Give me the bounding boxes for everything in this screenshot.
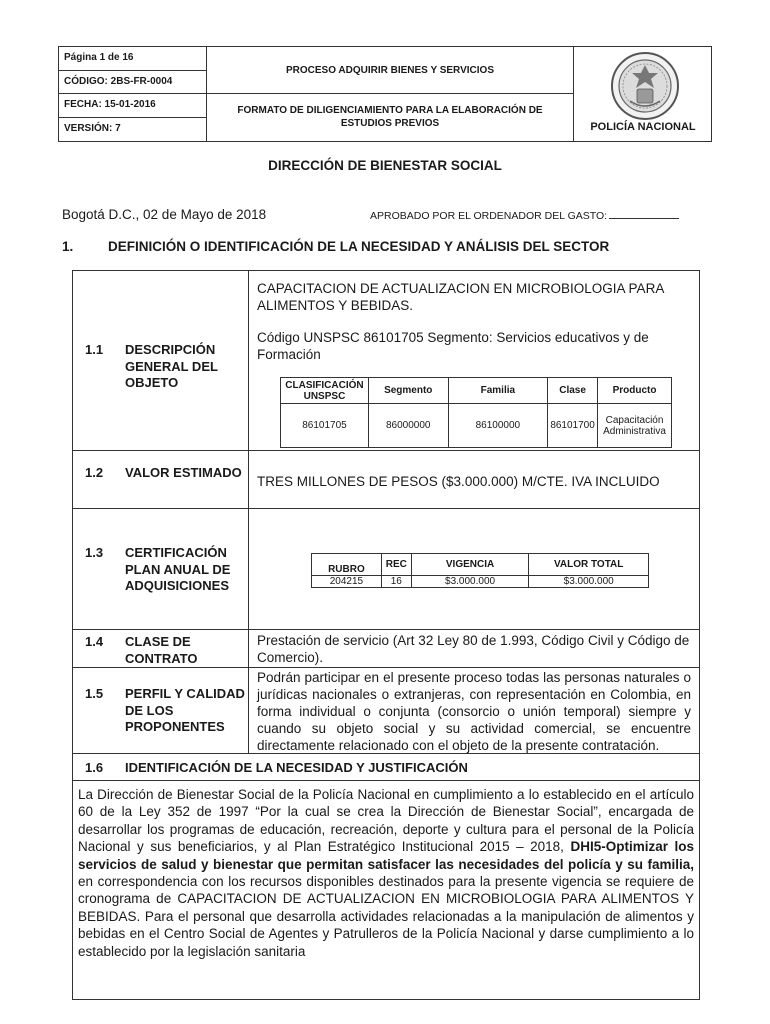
- document-code: CÓDIGO: 2BS-FR-0004: [59, 71, 206, 95]
- direction-title: DIRECCIÓN DE BIENESTAR SOCIAL: [268, 158, 502, 173]
- acquisition-plan-table: [311, 553, 649, 588]
- justification-part-b: en correspondencia con los recursos disponibles destinados para la presente vigencia se requiere de cronograma de CAPACITACION DE ACTUALIZACION EN MICROBIOLOGIA PARA ALIMENTOS Y BEBIDAS. Para el personal que desarrolla actividades relacionadas a la manipulación de alimentos y bebidas en el Centro Social de Agentes y Patrulleros de la Policía Nacional y darse cumplimiento a lo establecido por la legislación sanitaria: [78, 874, 694, 959]
- table-cell: 86100000: [448, 404, 547, 448]
- table-cell: 86000000: [368, 404, 448, 448]
- item-number: 1.2: [85, 465, 104, 480]
- contract-type: Prestación de servicio (Art 32 Ley 80 de 1.993, Código Civil y Código de Comercio).: [257, 633, 690, 665]
- process-title: PROCESO ADQUIRIR BIENES Y SERVICIOS: [207, 47, 573, 94]
- table-header: RUBRO: [312, 554, 382, 576]
- document-header: [58, 46, 712, 142]
- item-label: DESCRIPCIÓN GENERAL DEL OBJETO: [125, 342, 218, 390]
- row-1-5: [73, 668, 699, 754]
- header-logo-cell: [574, 47, 712, 141]
- table-cell: $3.000.000: [529, 576, 649, 588]
- table-header: Producto: [598, 378, 672, 404]
- row-1-3: [73, 509, 699, 630]
- item-number: 1.4: [85, 634, 104, 649]
- row-label: [73, 451, 249, 508]
- section-title: DEFINICIÓN O IDENTIFICACIÓN DE LA NECESIDAD Y ANÁLISIS DEL SECTOR: [108, 239, 610, 254]
- table-header: Familia: [448, 378, 547, 404]
- police-seal-icon: [610, 51, 680, 121]
- table-header: CLASIFICACIÓN UNSPSC: [281, 378, 369, 404]
- document-version: VERSIÓN: 7: [64, 122, 121, 134]
- table-cell: 16: [381, 576, 411, 588]
- row-label: [73, 668, 249, 753]
- item-label: IDENTIFICACIÓN DE LA NECESIDAD Y JUSTIFICACIÓN: [125, 760, 468, 775]
- table-cell: 204215: [312, 576, 382, 588]
- document-date: FECHA: 15-01-2016: [59, 94, 206, 118]
- item-label: VALOR ESTIMADO: [125, 465, 242, 480]
- table-cell: Capacitación Administrativa: [598, 404, 672, 448]
- justification-part-a: La Dirección de Bienestar Social de la Policía Nacional en cumplimiento a lo establecido en el artículo 60 de la Ley 352 de 1997 “Por la cual se crea la Dirección de Bienestar Social”, encargada de desarrollar los programas de educación, recreación, deporte y cultura para el personal de la Policía Nacional y sus beneficiarios, y al Plan Estratégico Institucional 2015 – 2018,: [78, 787, 694, 855]
- table-cell: 86101705: [281, 404, 369, 448]
- row-1-6: [73, 754, 699, 999]
- item-number: 1.6: [85, 760, 104, 775]
- justification-text: [78, 786, 694, 960]
- page-number: Página 1 de 16: [59, 47, 206, 71]
- table-header: REC: [381, 554, 411, 576]
- row-label: [73, 630, 249, 667]
- header-titles: [207, 47, 574, 141]
- item-number: 1.5: [85, 686, 104, 701]
- estimated-value: TRES MILLONES DE PESOS ($3.000.000) M/CTE. IVA INCLUIDO: [257, 474, 660, 489]
- unspsc-code: Código UNSPSC 86101705 Segmento: Servicios educativos y de Formación: [257, 330, 649, 362]
- place-date: Bogotá D.C., 02 de Mayo de 2018: [62, 207, 267, 222]
- proponent-profile: Podrán participar en el presente proceso todas las personas naturales o jurídicas nacionales o extranjeras, con representación en Colombia, en forma individual o conjunta (consorcio o unión temporal) siempre y cuando su objeto social y su actividad comercial, se encuentre directamente relacionado con el objeto de la presente contratación.: [257, 670, 691, 753]
- item-number: 1.3: [85, 545, 104, 560]
- justification-objective: DHI5-Optimizar los servicios de salud y bienestar que permitan satisfacer las necesidades del policía y su familia,: [78, 839, 694, 872]
- approval-label: APROBADO POR EL ORDENADOR DEL GASTO:: [370, 210, 608, 222]
- justification-header: [73, 754, 699, 781]
- signature-line: [609, 218, 679, 219]
- item-label: CLASE DE CONTRATO: [125, 634, 198, 666]
- row-label: [73, 509, 249, 629]
- table-header: VIGENCIA: [411, 554, 529, 576]
- institution-name: POLICÍA NACIONAL: [590, 121, 696, 133]
- section-heading: [62, 239, 609, 254]
- table-header: Clase: [548, 378, 598, 404]
- row-1-4: [73, 630, 699, 668]
- header-meta: [59, 47, 207, 141]
- table-cell: 86101700: [548, 404, 598, 448]
- item-number: 1.1: [85, 342, 104, 357]
- row-1-1: [73, 271, 699, 451]
- item-label: CERTIFICACIÓN PLAN ANUAL DE ADQUISICIONES: [125, 545, 231, 593]
- table-cell: $3.000.000: [411, 576, 529, 588]
- unspsc-table: [280, 377, 672, 448]
- section-number: 1.: [62, 239, 74, 254]
- object-description: CAPACITACION DE ACTUALIZACION EN MICROBIOLOGIA PARA ALIMENTOS Y BEBIDAS.: [257, 281, 664, 313]
- approval-line: [370, 210, 679, 222]
- item-label: PERFIL Y CALIDAD DE LOS PROPONENTES: [125, 686, 245, 734]
- row-label: [73, 271, 249, 450]
- definition-table: [72, 270, 700, 1000]
- format-title: FORMATO DE DILIGENCIAMIENTO PARA LA ELABORACIÓN DE ESTUDIOS PREVIOS: [237, 105, 543, 129]
- table-header: VALOR TOTAL: [529, 554, 649, 576]
- table-header: Segmento: [368, 378, 448, 404]
- row-1-2: [73, 451, 699, 509]
